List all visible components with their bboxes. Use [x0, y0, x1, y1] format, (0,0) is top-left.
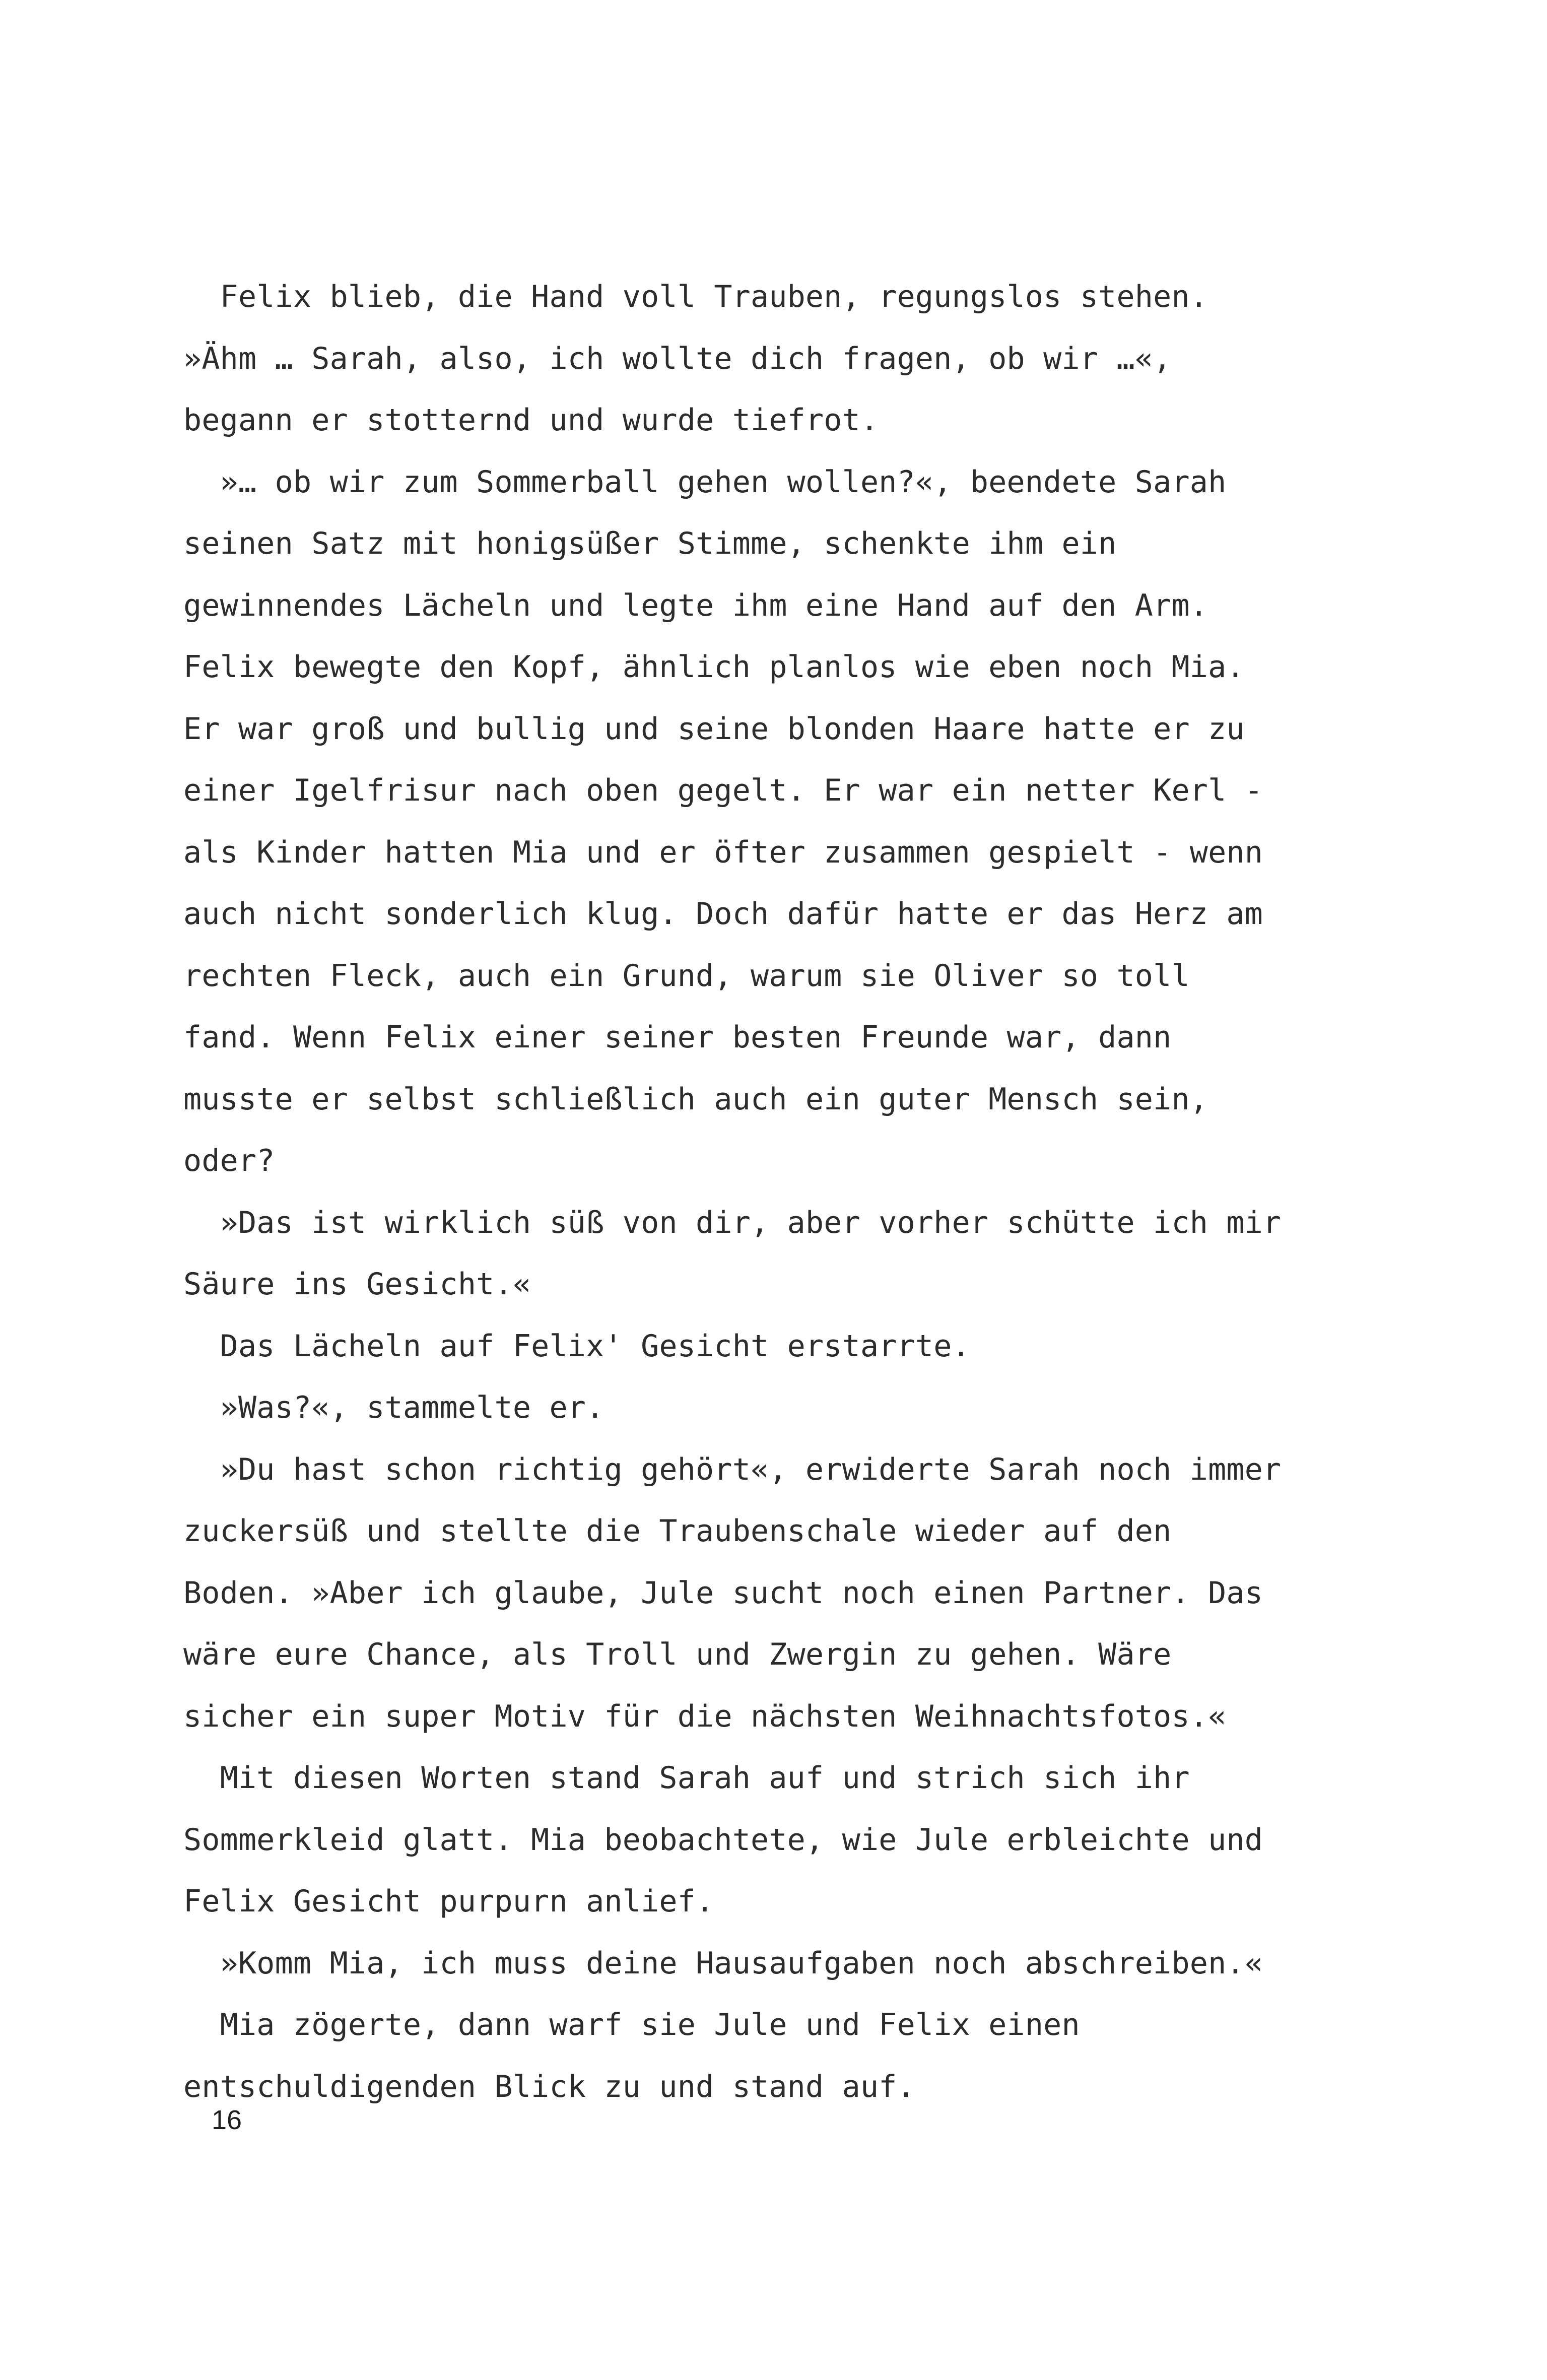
text-line: entschuldigenden Blick zu und stand auf. [183, 2069, 915, 2104]
text-line: zuckersüß und stellte die Traubenschale wieder auf den [183, 1513, 1172, 1549]
text-line: rechten Fleck, auch ein Grund, warum sie Oliver so toll [183, 958, 1190, 994]
text-line: Sommerkleid glatt. Mia beobachtete, wie Jule erbleichte und [183, 1822, 1263, 1858]
text-line: begann er stotternd und wurde tiefrot. [183, 403, 879, 438]
text-line: wäre eure Chance, als Troll und Zwergin zu gehen. Wäre [183, 1637, 1172, 1672]
text-line: »… ob wir zum Sommerball gehen wollen?«, beendete Sarah [183, 464, 1227, 500]
text-line: musste er selbst schließlich auch ein guter Mensch sein, [183, 1081, 1208, 1117]
page-number: 16 [212, 2105, 242, 2135]
text-line: Mit diesen Worten stand Sarah auf und strich sich ihr [183, 1760, 1190, 1796]
text-line: oder? [183, 1143, 275, 1178]
text-line: einer Igelfrisur nach oben gegelt. Er war ein netter Kerl - [183, 773, 1263, 808]
text-line: fand. Wenn Felix einer seiner besten Freunde war, dann [183, 1020, 1172, 1055]
body-text [183, 266, 1342, 2118]
text-line: »Was?«, stammelte er. [183, 1390, 604, 1425]
text-line: Säure ins Gesicht.« [183, 1267, 531, 1302]
text-line: Boden. »Aber ich glaube, Jule sucht noch einen Partner. Das [183, 1575, 1263, 1611]
text-line: »Komm Mia, ich muss deine Hausaufgaben noch abschreiben.« [183, 1945, 1263, 1981]
text-line: sicher ein super Motiv für die nächsten Weihnachtsfotos.« [183, 1698, 1227, 1734]
text-line: Felix bewegte den Kopf, ähnlich planlos wie eben noch Mia. [183, 649, 1245, 685]
text-line: »Ähm … Sarah, also, ich wollte dich fragen, ob wir …«, [183, 341, 1172, 376]
text-line: gewinnendes Lächeln und legte ihm eine Hand auf den Arm. [183, 587, 1208, 623]
text-line: »Das ist wirklich süß von dir, aber vorher schütte ich mir [183, 1205, 1282, 1240]
text-line: Mia zögerte, dann warf sie Jule und Felix einen [183, 2007, 1080, 2042]
text-line: Felix blieb, die Hand voll Trauben, regungslos stehen. [183, 279, 1208, 314]
text-line: Felix Gesicht purpurn anlief. [183, 1884, 714, 1919]
text-line: als Kinder hatten Mia und er öfter zusammen gespielt - wenn [183, 834, 1263, 870]
text-line: seinen Satz mit honigsüßer Stimme, schenkte ihm ein [183, 526, 1117, 561]
text-line: auch nicht sonderlich klug. Doch dafür hatte er das Herz am [183, 896, 1263, 932]
text-line: Er war groß und bullig und seine blonden Haare hatte er zu [183, 711, 1245, 747]
text-line: Das Lächeln auf Felix' Gesicht erstarrte. [183, 1328, 970, 1364]
text-line: »Du hast schon richtig gehört«, erwiderte Sarah noch immer [183, 1451, 1282, 1487]
